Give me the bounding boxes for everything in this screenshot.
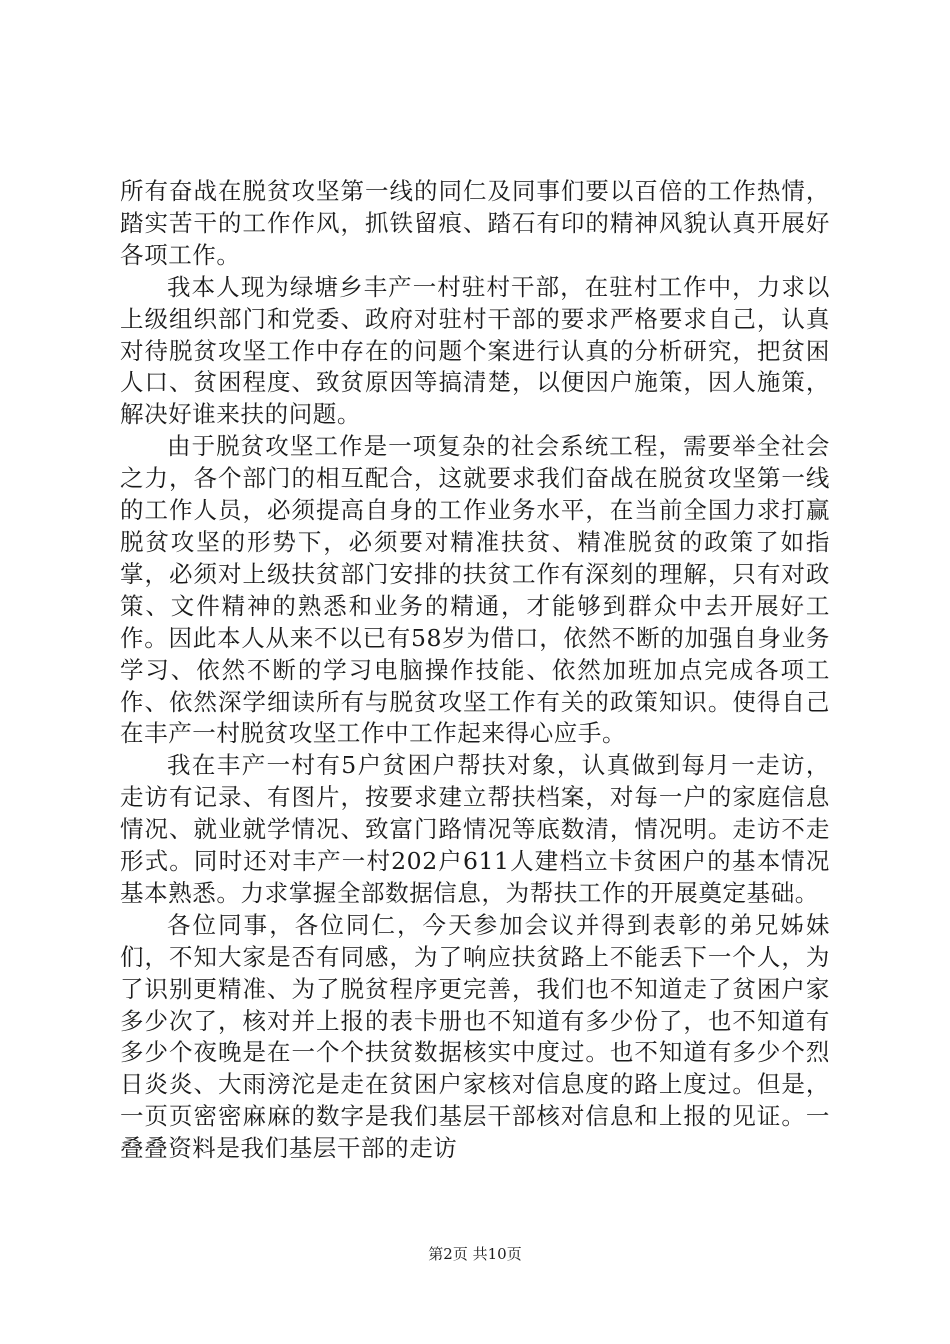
page-number-footer: 第2页 共10页 — [428, 1245, 522, 1263]
paragraph-5: 各位同事，各位同仁，今天参加会议并得到表彰的弟兄姊妹们，不知大家是否有同感，为了响应扶贫路上不能丢下一个人，为了识别更精准、为了脱贫程序更完善，我们也不知道走了贫困户家多少次了，核对并上报的表卡册也不知道有多少份了，也不知道有多少个夜晚是在一个个扶贫数据核实中度过。也不知道有多少个烈日炎炎、大雨滂沱是走在贫困户家核对信息度的路上度过。但是，一页页密密麻麻的数字是我们基层干部核对信息和上报的见证。一叠叠资料是我们基层干部的走访 — [120, 910, 830, 1163]
document-body — [120, 176, 830, 1165]
paragraph-3: 由于脱贫攻坚工作是一项复杂的社会系统工程，需要举全社会之力，各个部门的相互配合，这就要求我们奋战在脱贫攻坚第一线的工作人员，必须提高自身的工作业务水平，在当前全国力求打赢脱贫攻坚的形势下，必须要对精准扶贫、精准脱贫的政策了如指掌，必须对上级扶贫部门安排的扶贫工作有深刻的理解，只有对政策、文件精神的熟悉和业务的精通，才能够到群众中去开展好工作。因此本人从来不以已有58岁为借口，依然不断的加强自身业务学习、依然不断的学习电脑操作技能、依然加班加点完成各项工作、依然深学细读所有与脱贫攻坚工作有关的政策知识。使得自己在丰产一村脱贫攻坚工作中工作起来得心应手。 — [120, 432, 830, 748]
paragraph-4: 我在丰产一村有5户贫困户帮扶对象，认真做到每月一走访，走访有记录、有图片，按要求建立帮扶档案，对每一户的家庭信息情况、就业就学情况、致富门路情况等底数清，情况明。走访不走形式。同时还对丰产一村202户611人建档立卡贫困户的基本情况基本熟悉。力求掌握全部数据信息，为帮扶工作的开展奠定基础。 — [120, 751, 830, 907]
paragraph-1: 所有奋战在脱贫攻坚第一线的同仁及同事们要以百倍的工作热情，踏实苦干的工作作风，抓铁留痕、踏石有印的精神风貌认真开展好各项工作。 — [120, 177, 830, 269]
paragraph-2: 我本人现为绿塘乡丰产一村驻村干部，在驻村工作中，力求以上级组织部门和党委、政府对驻村干部的要求严格要求自己，认真对待脱贫攻坚工作中存在的问题个案进行认真的分析研究，把贫困人口、贫困程度、致贫原因等搞清楚，以便因户施策，因人施策，解决好谁来扶的问题。 — [120, 272, 830, 429]
